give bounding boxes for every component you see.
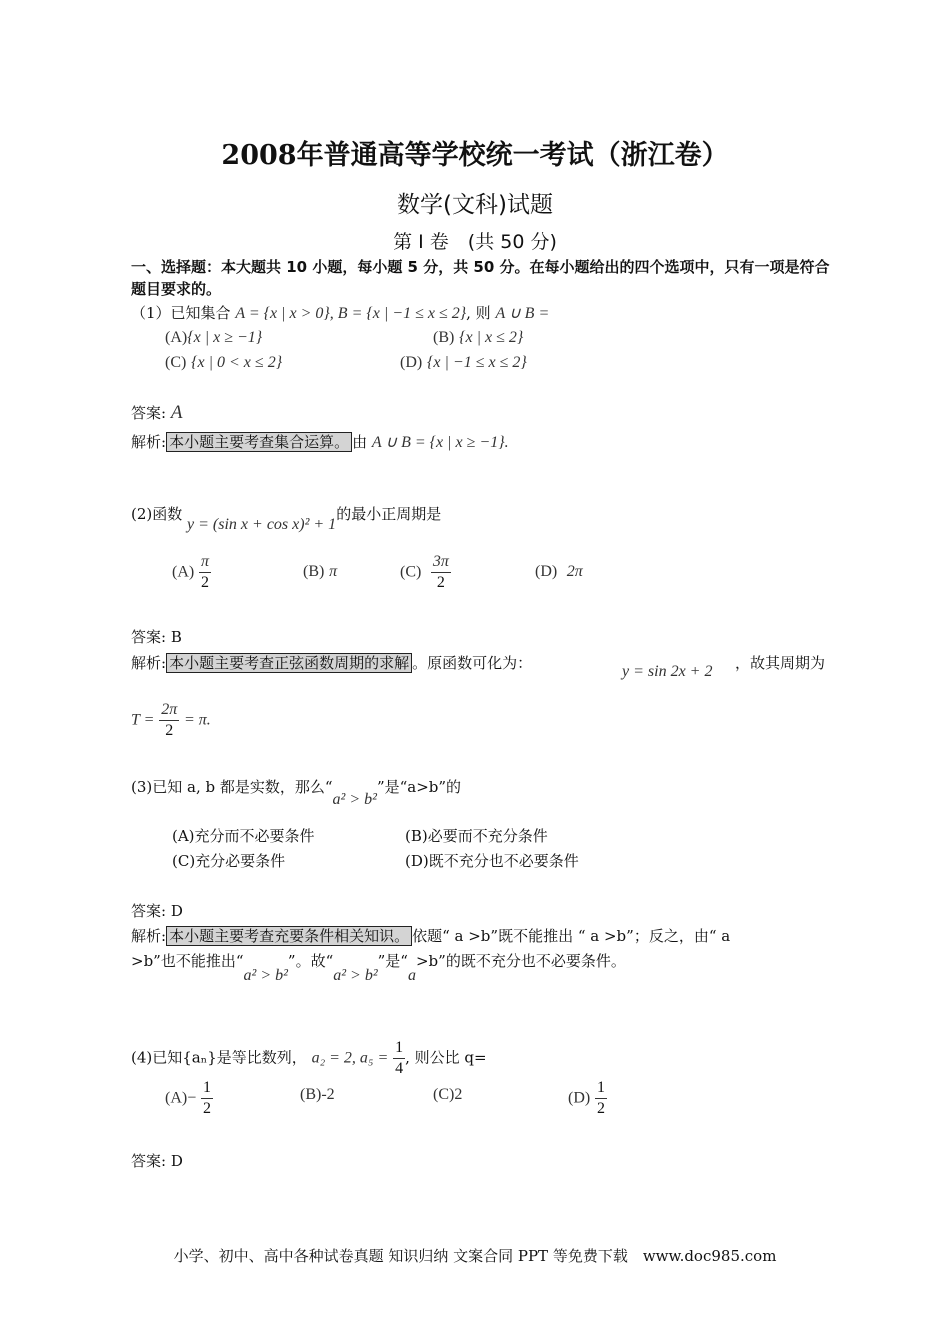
- q4-option-a: (A)− $\frac{1}{2}$: [165, 1079, 212, 1117]
- q1-option-a: (A){x | x ≥ −1}: [165, 329, 263, 346]
- q3-analysis-highlight: 本小题主要考查充要条件相关知识。: [166, 926, 412, 946]
- page-subtitle: 数学(文科)试题: [397, 192, 553, 218]
- q4-option-c: (C)2: [433, 1086, 463, 1103]
- q2-analysis-tail: ，故其周期为: [735, 654, 826, 672]
- q2-answer: 答案: B: [131, 628, 182, 646]
- q3-option-c: (C)充分必要条件: [172, 852, 286, 870]
- q1-option-b: (B) {x | x ≤ 2}: [433, 329, 524, 346]
- q3-condition: a² > b²: [332, 791, 377, 808]
- q3-stem: (3)已知 a, b 都是实数，那么“a² > b²”是“a>b”的: [131, 778, 462, 808]
- q2-function: y = (sin x + cos x)² + 1: [187, 516, 337, 533]
- q1-answer: 答案: A: [131, 402, 183, 423]
- q1-analysis-highlight: 本小题主要考查集合运算。: [166, 432, 352, 452]
- q4-stem: (4)已知{aₙ}是等比数列， a₂ = 2, a₅ = $\frac{1}{4}$ , 则公比 q=: [131, 1039, 487, 1077]
- q1-stem: （1）已知集合 A = {x | x > 0}, B = {x | −1 ≤ x ≤ 2}, 则 A ∪ B =: [131, 304, 550, 322]
- q3-analysis-line2: >b”也不能推出“a² > b²”。故“a² > b²”是“a>b”的既不充分也不必要条件。: [131, 952, 626, 984]
- q3-option-d: (D)既不充分也不必要条件: [405, 852, 579, 870]
- q2-stem: (2)函数 y = (sin x + cos x)² + 1的最小正周期是: [131, 505, 442, 533]
- q4-answer: 答案: D: [131, 1152, 183, 1170]
- q3-option-b: (B)必要而不充分条件: [405, 827, 548, 845]
- q1-option-d: (D) {x | −1 ≤ x ≤ 2}: [400, 354, 527, 371]
- q1-option-c: (C) {x | 0 < x ≤ 2}: [165, 354, 283, 371]
- q3-option-a: (A)充分而不必要条件: [172, 827, 315, 845]
- q4-option-d: (D) $\frac{1}{2}$: [568, 1079, 605, 1117]
- q2-option-c: (C) $\frac{3\pi}{2}$: [400, 553, 449, 591]
- q1-sets: A = {x | x > 0}, B = {x | −1 ≤ x ≤ 2}: [235, 305, 467, 322]
- page-footer: 小学、初中、高中各种试卷真题 知识归纳 文案合同 PPT 等免费下载 www.doc985.com: [173, 1247, 777, 1265]
- q1-union: A ∪ B =: [495, 305, 550, 322]
- q2-analysis-math: y = sin 2x + 2: [622, 663, 713, 680]
- q1-analysis: 解析: 本小题主要考查集合运算。 由 A ∪ B = {x | x ≥ −1}.: [131, 433, 509, 451]
- page-title: 2008年普通高等学校统一考试（浙江卷）: [221, 140, 729, 171]
- q4-option-b: (B)-2: [300, 1086, 335, 1103]
- q3-answer: 答案: D: [131, 902, 183, 920]
- q2-option-b: (B) π: [303, 563, 338, 580]
- q2-option-d: (D) 2π: [535, 563, 583, 580]
- q3-analysis-line1: 解析: 本小题主要考查充要条件相关知识。 依题“ a >b”既不能推出 “ a >b”；反之，由“ a: [131, 927, 731, 945]
- q2-period: T = $\frac{2\pi}{2}$ = π.: [131, 701, 211, 739]
- volume-heading: 第 I 卷 (共 50 分): [393, 231, 557, 253]
- q2-analysis: 解析: 本小题主要考查正弦函数周期的求解 。原函数可化为：: [131, 654, 533, 672]
- q2-analysis-highlight: 本小题主要考查正弦函数周期的求解: [166, 653, 412, 673]
- section-instructions: 一、选择题：本大题共 10 小题，每小题 5 分，共 50 分。在每小题给出的四个选项中，只有一项是符合题目要求的。: [131, 258, 830, 298]
- q2-option-a: (A) $\frac{\pi}{2}$: [172, 553, 210, 591]
